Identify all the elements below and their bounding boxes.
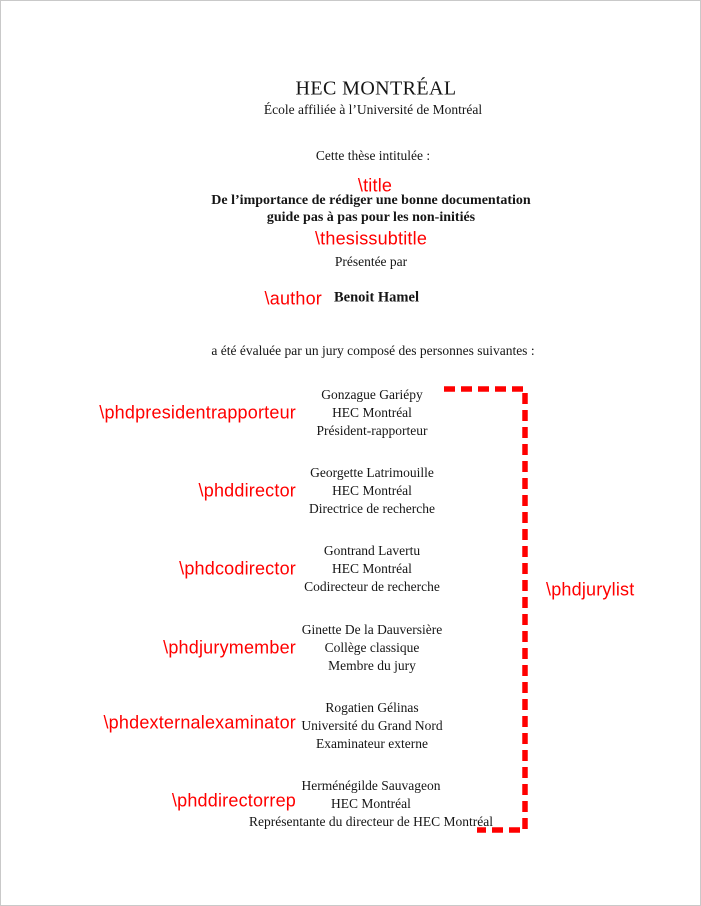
jury-member-role: Examinateur externe — [315, 736, 429, 751]
latex-codirector-command: \phdcodirector — [179, 558, 296, 579]
jury-member-institution: Collège classique — [324, 640, 420, 655]
thesis-intro-line: Cette thèse intitulée : — [315, 148, 431, 163]
latex-jurylist-command: \phdjurylist — [546, 579, 635, 600]
jury-member-role: Représentante du directeur de HEC Montréal — [248, 814, 494, 829]
jurylist-bracket — [1, 1, 701, 906]
jury-member-role: Codirecteur de recherche — [304, 579, 440, 594]
jury-member-name: Rogatien Gélinas — [325, 700, 419, 715]
institution-title: HEC MONTRÉAL — [295, 77, 457, 100]
jury-member-name: Gonzague Gariépy — [321, 387, 423, 402]
jury-member-name: Gontrand Lavertu — [323, 543, 421, 558]
jury-member-name: Herménégilde Sauvageon — [301, 778, 441, 793]
jury-member-institution: HEC Montréal — [332, 405, 412, 420]
jury-member-institution: HEC Montréal — [332, 561, 412, 576]
thesis-title-line2: guide pas à pas pour les non-initiés — [266, 210, 476, 225]
jury-member-block — [301, 699, 442, 753]
thesis-title-line1: De l’importance de rédiger une bonne documentation — [211, 193, 531, 208]
jury-member-block — [309, 464, 435, 518]
jury-member-institution: HEC Montréal — [332, 483, 412, 498]
jury-member-block — [249, 777, 493, 831]
jury-intro-line: a été évaluée par un jury composé des personnes suivantes : — [211, 343, 535, 358]
jury-member-role: Directrice de recherche — [309, 501, 435, 516]
jury-member-block — [302, 621, 443, 675]
jury-member-role: Membre du jury — [328, 658, 416, 673]
latex-director-command: \phddirector — [198, 480, 296, 501]
presented-by-line: Présentée par — [334, 254, 408, 269]
jury-member-institution: HEC Montréal — [331, 796, 411, 811]
jury-member-institution: Université du Grand Nord — [301, 718, 443, 733]
latex-subtitle-command: \thesissubtitle — [314, 228, 428, 249]
jury-member-role: Président-rapporteur — [316, 423, 428, 438]
latex-externalexaminator-command: \phdexternalexaminator — [103, 712, 296, 733]
latex-author-command: \author — [264, 288, 322, 309]
institution-affiliation: École affiliée à l’Université de Montréal — [263, 102, 483, 117]
author-name: Benoit Hamel — [334, 289, 419, 306]
latex-directorrep-command: \phddirectorrep — [171, 790, 296, 811]
jurylist-bracket-path — [444, 389, 525, 830]
jury-member-block — [304, 542, 440, 596]
latex-jurymember-command: \phdjurymember — [163, 637, 296, 658]
jury-member-name: Georgette Latrimouille — [310, 465, 434, 480]
latex-title-command: \title — [357, 175, 393, 196]
latex-presidentrapporteur-command: \phdpresidentrapporteur — [99, 402, 296, 423]
jury-member-block — [317, 386, 428, 440]
jury-member-name: Ginette De la Dauversière — [301, 622, 443, 637]
